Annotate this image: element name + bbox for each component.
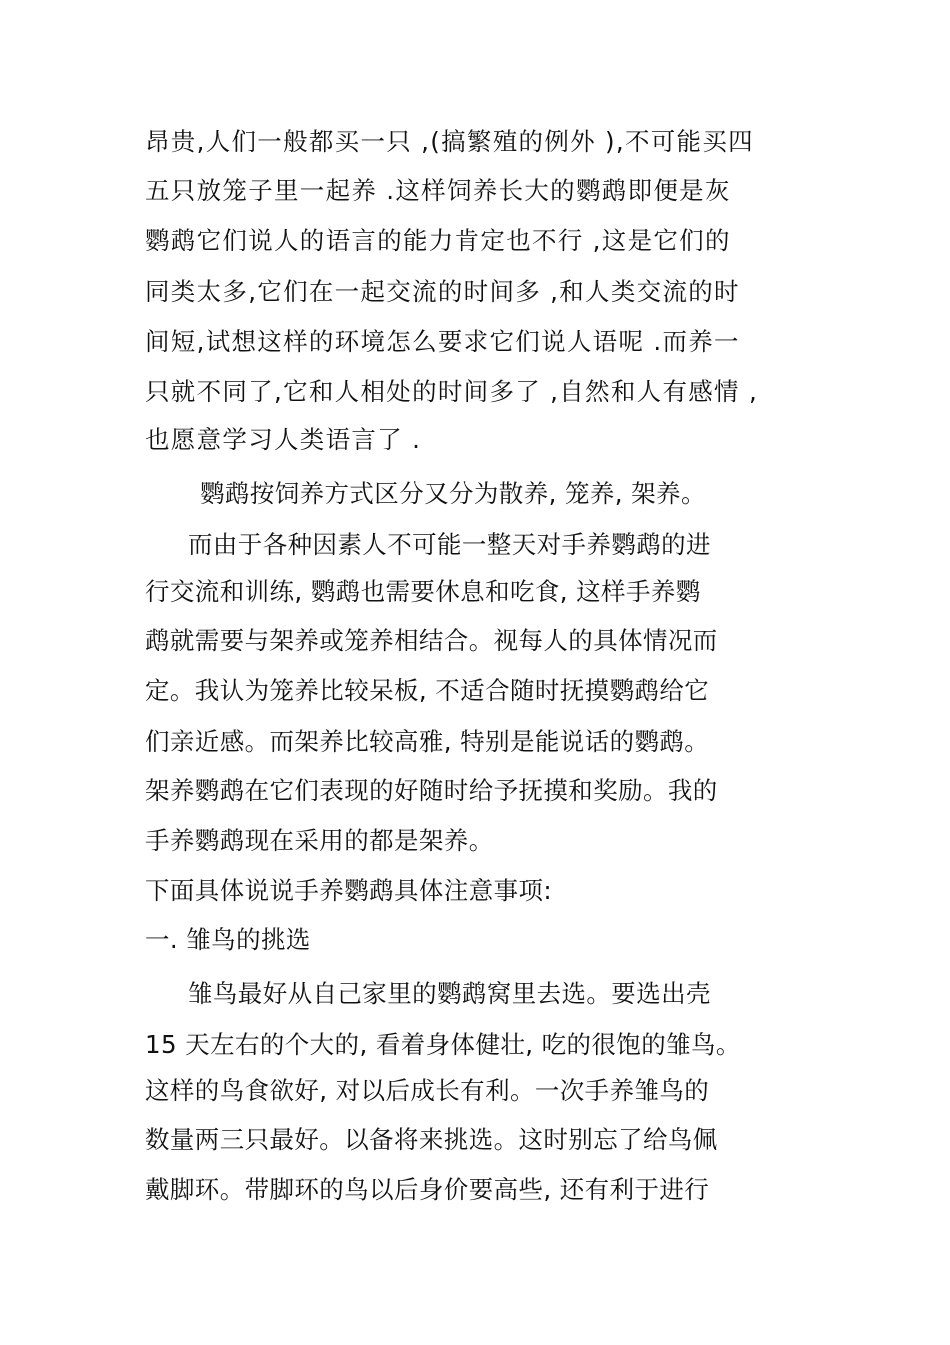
text-line: 手养鹦鹉现在采用的都是架养。	[145, 826, 494, 855]
text-line: 这样的鸟食欲好, 对以后成长有利。一次手养雏鸟的	[145, 1076, 710, 1105]
text-line: 只就不同了,它和人相处的时间多了 ,自然和人有感情 ,	[145, 377, 759, 406]
section-heading: 一. 雏鸟的挑选	[145, 925, 311, 954]
text-line: 鹦鹉它们说人的语言的能力肯定也不行 ,这是它们的	[145, 226, 731, 255]
text-line: 鹦鹉按饲养方式区分又分为散养, 笼养, 架养。	[200, 479, 706, 508]
text-line: 也愿意学习人类语言了 .	[145, 425, 422, 454]
text-line: 定。我认为笼养比较呆板, 不适合随时抚摸鹦鹉给它	[145, 676, 710, 705]
text-line: 五只放笼子里一起养 .这样饲养长大的鹦鹉即便是灰	[145, 176, 731, 205]
text-line: 数量两三只最好。以备将来挑选。这时别忘了给鸟佩	[145, 1125, 718, 1154]
text-line: 而由于各种因素人不可能一整天对手养鹦鹉的进	[188, 530, 711, 559]
text-line: 15 天左右的个大的, 看着身体健壮, 吃的很饱的雏鸟。	[145, 1030, 741, 1059]
intro-line: 下面具体说说手养鹦鹉具体注意事项:	[145, 876, 553, 905]
text-line: 架养鹦鹉在它们表现的好随时给予抚摸和奖励。我的	[145, 776, 718, 805]
text-line: 鹉就需要与架养或笼养相结合。视每人的具体情况而	[145, 626, 718, 655]
text-line: 们亲近感。而架养比较高雅, 特别是能说话的鹦鹉。	[145, 727, 710, 756]
text-line: 昂贵,人们一般都买一只 ,(搞繁殖的例外 ),不可能买四	[145, 127, 754, 156]
text-line: 戴脚环。带脚环的鸟以后身价要高些, 还有利于进行	[145, 1175, 710, 1204]
text-line: 同类太多,它们在一起交流的时间多 ,和人类交流的时	[145, 277, 740, 306]
text-line: 间短,试想这样的环境怎么要求它们说人语呢 .而养一	[145, 327, 740, 356]
text-line: 行交流和训练, 鹦鹉也需要休息和吃食, 这样手养鹦	[145, 577, 701, 606]
text-line: 雏鸟最好从自己家里的鹦鹉窝里去选。要选出壳	[188, 979, 711, 1008]
